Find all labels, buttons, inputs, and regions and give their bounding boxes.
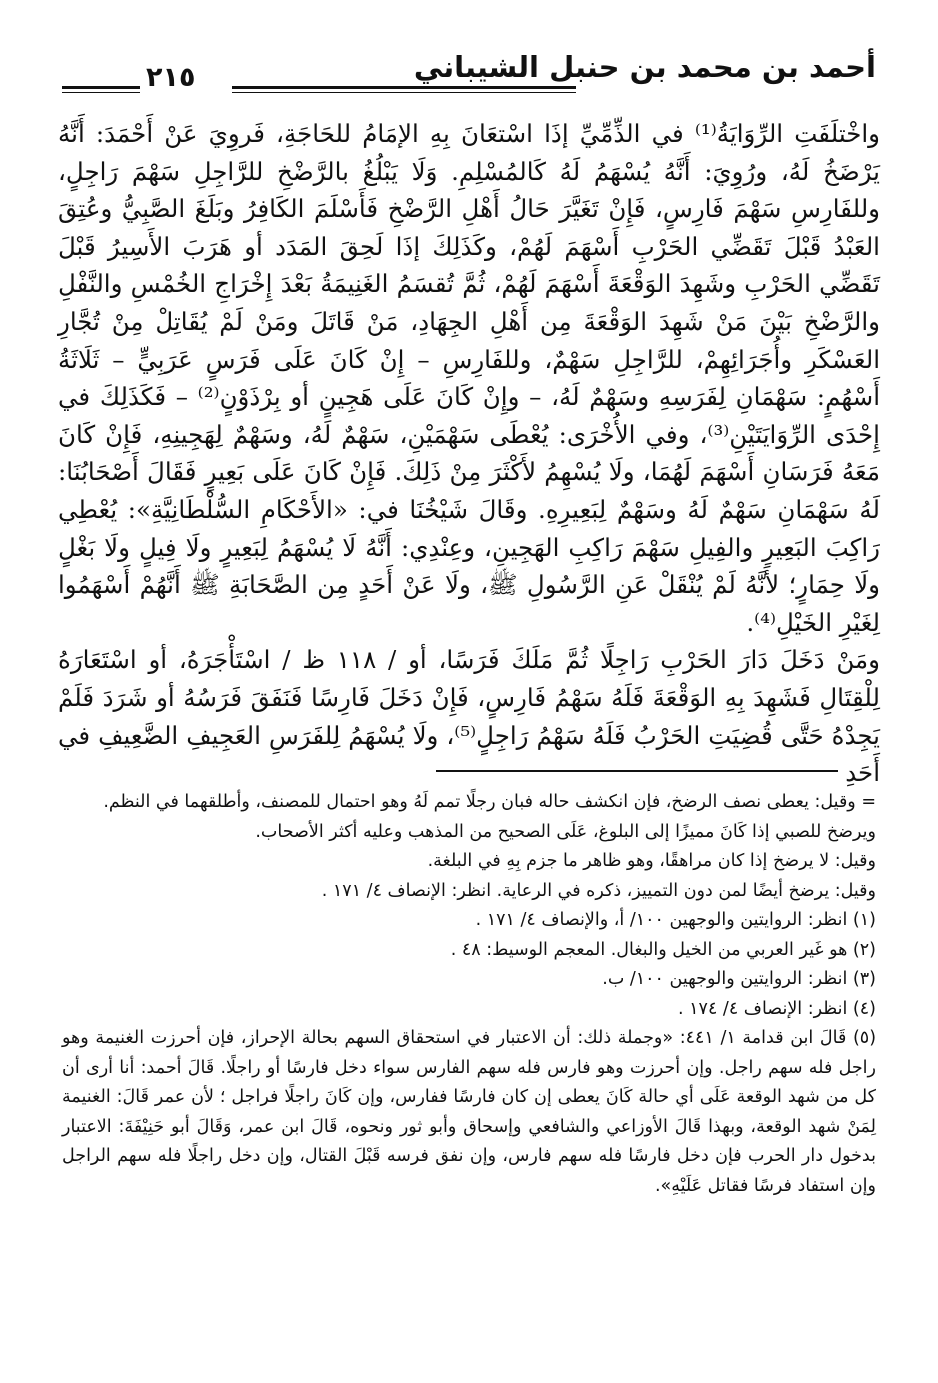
footnote-divider [436,770,838,772]
running-title: أحمد بن محمد بن حنبل الشيباني [413,50,876,84]
footnote-line: وقيل: لا يرضخ إذا كان مراهقًا، وهو ظاهر ما جزم بِهِ في البلغة. [427,851,876,871]
body-paragraph: ومَنْ دَخَلَ دَارَ الحَرْبِ رَاجِلًا ثُمَّ مَلَكَ فَرَسًا، أو / ١١٨ ظ / اسْتَأْجَرَهُ، أو اسْتَعَارَهُ لِلْقِتَالِ فَشَهِدَ بِهِ الوَقْعَةَ فَلَهُ سَهْمُ فَارِسٍ، فَإِنْ دَخَلَ فَارِسًا فَنَفَقَ فَرَسُهُ أو شَرَدَ فَلَمْ يَجِدْهُ حَتَّى قُضِيَتِ الحَرْبُ فَلَهُ سَهْمُ رَاجِلٍ⁽⁵⁾، ولَا يُسْهَمُ لِلفَرَسِ العَجِيفِ الضَّعِيفِ في أَحَدِ [58,645,880,788]
footnote-continued: = وقيل: يعطى نصف الرضخ، فإن انكشف حاله فبان رجلًا تمم لَهُ وهو احتمال للمصنف، وأطلقهما في النظم. [103,792,876,812]
footnote-1: (١) انظر: الروايتين والوجهين ١٠٠/ أ، والإنصاف ٤/ ١٧١ . [475,910,876,930]
header-rule-left-thin [62,92,140,93]
footnote-line: ويرضخ للصبي إذا كَانَ مميزًا إلى البلوغ، عَلَى الصحيح من المذهب وعليه أكثر الأصحاب. [255,821,876,842]
footnote-5: (٥) قَالَ ابن قدامة ١/ ٤٤١: «وجملة ذلك: أن الاعتبار في استحقاق السهم بحالة الإحراز، فإن أحرزت الغنيمة وهو راجل فله سهم راجل. وإن أحرزت وهو فارس فله سهم الفارس سواء دخل فارسًا أو راجلًا. قَالَ أحمد: أنا أرى أن كل من شهد الوقعة عَلَى أي حالة كَانَ يعطى إن كان فارسًا ففارس، وإن كَانَ راجلًا فراجل ؛ لأن عمر قَالَ: الغنيمة لِمَنْ شهد الوقعة، وبهذا قَالَ الأوزاعي والشافعي وإسحاق وأبو ثور ونحوه، قَالَ ابن عمر، وَقَالَ أبو حَنِيْفَةَ: الاعتبار بدخول دار الحرب فإن دخل فارسًا فله سهم فارس، وإن نفق فرسه قَبْلَ القتال، وإن دخل راجلًا فله سهم الراجل وإن استفاد فرسًا فقاتل عَلَيْهِ». [62,1028,877,1196]
footnotes [62,788,876,1201]
header-rule [232,86,576,89]
footnote-2: (٢) هو غَير العربي من الخيل والبغال. المعجم الوسيط: ٤٨ . [450,939,876,960]
footnote-4: (٤) انظر: الإنصاف ٤/ ١٧٤ . [678,998,876,1019]
footnote-3: (٣) انظر: الروايتين والوجهين ١٠٠/ ب. [602,969,876,989]
main-text [58,115,880,792]
header-rule-left [62,86,140,89]
page-header [62,48,876,100]
footnote-line: وقيل: يرضخ أيضًا لمن دون التمييز، ذكره في الرعاية. انظر: الإنصاف ٤/ ١٧١ . [321,880,876,901]
body-paragraph: واخْتلَفَتِ الرِّوَايَةُ⁽¹⁾ في الذِّمِّيِّ إذَا اسْتعَانَ بِهِ الإمَامُ للحَاجَةِ، فَروِيَ عَنْ أَحْمَدَ: أَنَّهُ يَرْضَخُ لَهُ، ورُوِيَ: أَنَّهُ يُسْهَمُ لَهُ كَالمُسْلِمِ. وَلَا يَبْلُغُ بالرَّضْخِ للرَّاجِلِ سَهْمَ رَاجِلٍ، وللفَارِسِ سَهْمَ فَارِسٍ، فَإِنْ تَغَيَّرَ حَالُ أَهْلِ الرَّضْخِ فَأَسْلَمَ الكَافِرُ وبَلَغَ الصَّبِيُّ وعُتِقَ العَبْدُ قَبْلَ تَقَضِّي الحَرْبِ أَسْهَمَ لَهُمْ، وكَذَلِكَ إذَا لَحِقَ المَدَد أو هَرَبَ الأَسِيرُ قَبْلَ تَقَضِّي الحَرْبِ وشَهِدَ الوَقْعَةَ أَسْهَمَ لَهُمْ، ثُمَّ تُقسَمُ الغَنِيمَةُ بَعْدَ إِخْرَاجِ الخُمْسِ والنَّفْلِ والرَّضْخِ بَيْنَ مَنْ شَهِدَ الوَقْعَةَ مِن أَهْلِ الجِهَادِ، مَنْ قَاتَلَ ومَنْ لَمْ يُقَاتِلْ مِنْ تُجَّارِ العَسْكَرِ وأُجَرَائِهِمْ، للرَّاجِلِ سَهْمٌ، وللفَارِسِ – إِنْ كَانَ عَلَى فَرَسٍ عَرَبِيٍّ – ثَلَاثَةُ أَسْهُمٍ: سَهْمَانِ لِفَرَسِهِ وسَهْمٌ لَهُ، – وإِنْ كَانَ عَلَى هَجِينٍ أو بِرْذَوْنٍ⁽²⁾ – فَكَذَلِكَ في إِحْدَى الرِّوَايَتَيْنِ⁽³⁾، وفي الأُخْرَى: يُعْطَى سَهْمَيْنِ، سَهْمٌ لَهُ، وسَهْمٌ لِهَجِينِهِ، فَإِنْ كَانَ مَعَهُ فَرَسَانِ أَسْهَمَ لَهُمَا، ولَا يُسْهِمُ لأَكْثَرَ مِنْ ذَلِكَ. فَإِنْ كَانَ عَلَى بَعِيرٍ فَقَالَ أَصْحَابُنَا: لَهُ سَهْمَانِ سَهْمٌ لَهُ وسَهْمٌ لِبَعِيرِهِ. وقَالَ شَيْخُنَا في: «الأَحْكَامِ السُّلْطَانِيَّةِ»: يُعْطِي رَاكِبَ البَعِيرِ والفِيلِ سَهْمَ رَاكِبِ الهَجِينِ، وعِنْدِي: أَنَّهُ لَا يُسْهَمُ لِبَعِيرٍ ولَا فِيلٍ ولَا بَغْلٍ ولَا حِمَارٍ؛ لأَنَّهُ لَمْ يُنْقَلْ عَنِ الرَّسُولِ ﷺ، ولَا عَنْ أَحَدٍ مِن الصَّحَابَةِ ﷺ أَنَّهُمْ أَسْهَمُوا لِغَيْرِ الخَيْلِ⁽⁴⁾. [58,119,880,637]
page-number: ٢١٥ [146,62,196,93]
header-rule-thin [232,92,576,93]
